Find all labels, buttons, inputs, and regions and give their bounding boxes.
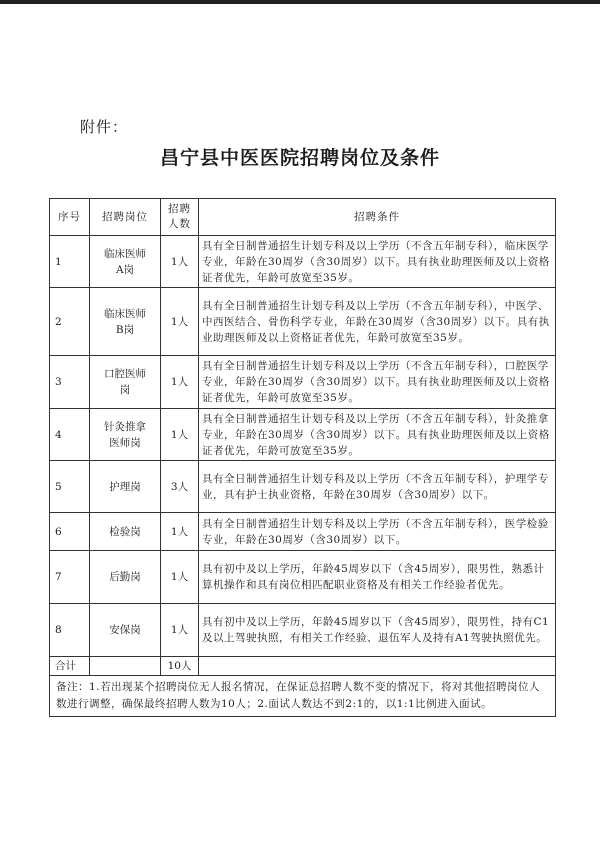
row-no: 7: [50, 551, 90, 604]
top-border-rule: [0, 0, 600, 4]
row-position: [90, 356, 161, 409]
position-line1: 临床医师: [104, 247, 146, 260]
row-conditions: 具有初中及以上学历，年龄45周岁以下（含45周岁），限男性，熟悉计算机操作和具有岗位相匹配职业资格及有相关工作经验者优先。: [199, 551, 556, 604]
position-line2: B岗: [115, 323, 135, 336]
row-conditions: 具有全日制普通招生计划专科及以上学历（不含五年制专科），口腔医学专业，年龄在30周岁（含30周岁）以下。具有执业助理医师及以上资格证者优先，年龄可放宽至35岁。: [199, 356, 556, 409]
row-no: 4: [50, 409, 90, 461]
note-text: 备注：1.若出现某个招聘岗位无人报名情况，在保证总招聘人数不变的情况下，将对其他招聘岗位人数进行调整，确保最终招聘人数为10人；2.面试人数达不到2:1的，以1:1比例进入面试。: [50, 676, 556, 717]
recruitment-table: [49, 198, 556, 717]
position-line2: 岗: [119, 384, 131, 396]
table-row: [50, 461, 556, 513]
header-no: 序号: [50, 199, 90, 236]
header-conditions: 招聘条件: [199, 199, 556, 236]
row-no: 5: [50, 461, 90, 513]
total-row: [50, 657, 556, 676]
row-position: [90, 236, 161, 288]
row-count: 3人: [161, 461, 199, 513]
row-conditions: 具有全日制普通招生计划专科及以上学历（不含五年制专科），医学检验专业，年龄在30周岁（含30周岁）以下。: [199, 513, 556, 551]
row-conditions: 具有初中及以上学历，年龄45周岁以下（含45周岁），限男性，持有C1及以上驾驶执照，有相关工作经验、退伍军人及持有A1驾驶执照优先。: [199, 604, 556, 657]
row-position: 护理岗: [90, 461, 161, 513]
note-row: [50, 676, 556, 717]
row-conditions: 具有全日制普通招生计划专科及以上学历（不含五年制专科），临床医学专业，年龄在30周岁（含30周岁）以下。具有执业助理医师及以上资格证者优先，年龄可放宽至35岁。: [199, 236, 556, 288]
row-count: 1人: [161, 356, 199, 409]
document-title: 昌宁县中医医院招聘岗位及条件: [159, 147, 440, 169]
position-line1: 针灸推拿: [104, 420, 146, 433]
total-count: 10人: [161, 657, 199, 676]
table-row: [50, 236, 556, 288]
table-row: [50, 551, 556, 604]
row-count: 1人: [161, 604, 199, 657]
row-no: 2: [50, 288, 90, 356]
row-conditions: 具有全日制普通招生计划专科及以上学历（不含五年制专科），中医学、中西医结合、骨伤科学专业，年龄在30周岁（含30周岁）以下。具有执业助理医师及以上资格证者优先，年龄可放宽至35岁。: [199, 288, 556, 356]
table-row: [50, 604, 556, 657]
row-position: 安保岗: [90, 604, 161, 657]
table-row: [50, 409, 556, 461]
total-empty-cell: [90, 657, 161, 676]
row-no: 6: [50, 513, 90, 551]
table-row: [50, 356, 556, 409]
table-row: [50, 513, 556, 551]
row-conditions: 具有全日制普通招生计划专科及以上学历（不含五年制专科），护理学专业，具有护士执业资格，年龄在30周岁（含30周岁）以下。: [199, 461, 556, 513]
row-count: 1人: [161, 236, 199, 288]
row-no: 8: [50, 604, 90, 657]
position-line2: A岗: [115, 263, 135, 276]
row-no: 1: [50, 236, 90, 288]
row-position: 检验岗: [90, 513, 161, 551]
row-position: [90, 288, 161, 356]
header-position: 招聘岗位: [90, 199, 161, 236]
row-count: 1人: [161, 409, 199, 461]
table-row: [50, 288, 556, 356]
position-line1: 口腔医师: [104, 368, 146, 380]
header-count-line2: 人数: [168, 218, 191, 230]
total-empty-cell: [199, 657, 556, 676]
row-no: 3: [50, 356, 90, 409]
position-line2: 医师岗: [109, 436, 141, 449]
row-position: 后勤岗: [90, 551, 161, 604]
attachment-label: 附件：: [80, 118, 129, 136]
row-count: 1人: [161, 513, 199, 551]
position-line1: 临床医师: [104, 307, 146, 320]
header-count-line1: 招聘: [168, 203, 191, 215]
row-conditions: 具有全日制普通招生计划专科及以上学历（不含五年制专科），针灸推拿专业，年龄在30周岁（含30周岁）以下。具有执业助理医师及以上资格证者优先，年龄可放宽至35岁。: [199, 409, 556, 461]
header-count: [161, 199, 199, 236]
row-position: [90, 409, 161, 461]
row-count: 1人: [161, 551, 199, 604]
row-count: 1人: [161, 288, 199, 356]
table-header-row: [50, 199, 556, 236]
total-label: 合计: [50, 657, 90, 676]
